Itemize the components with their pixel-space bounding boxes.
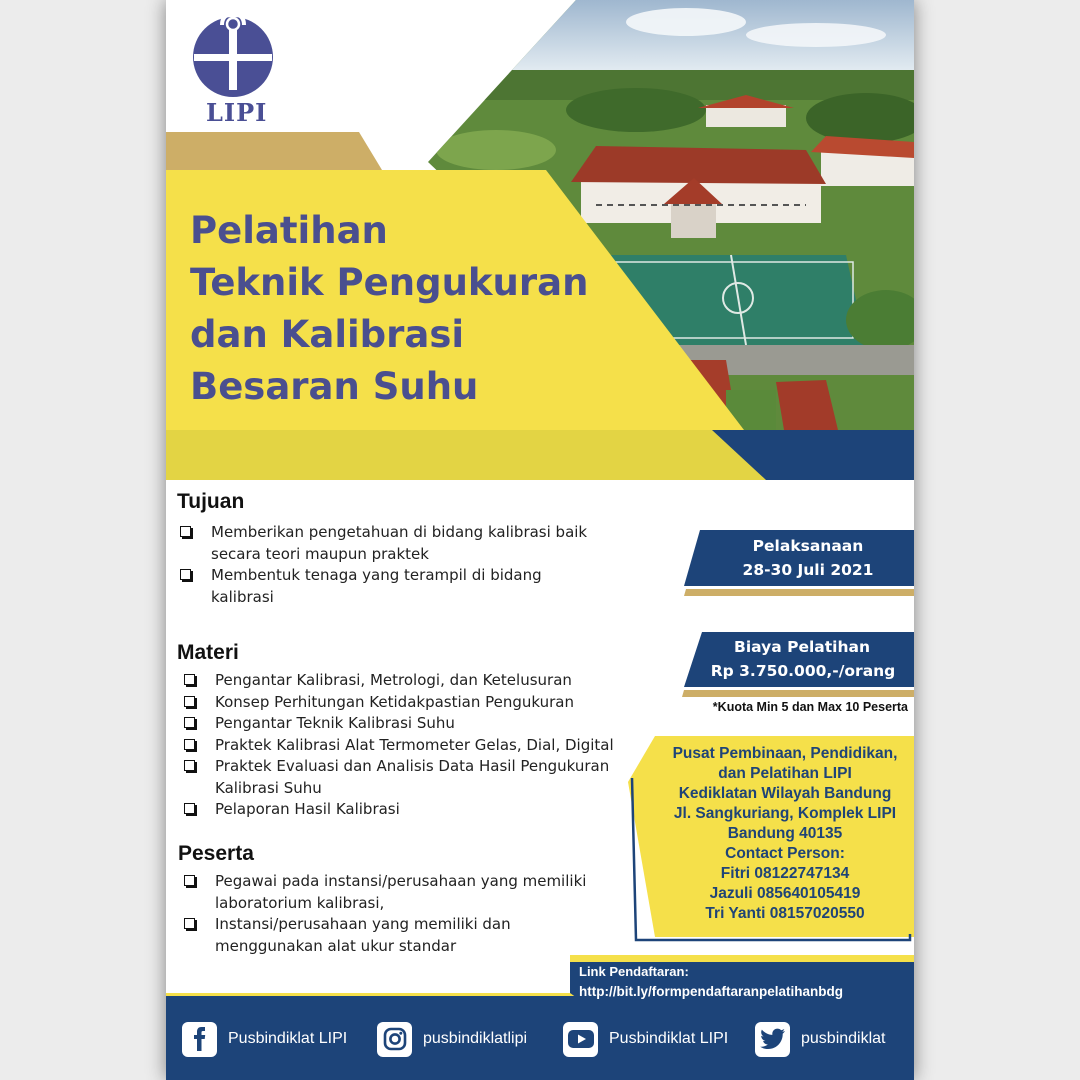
biaya-amount: Rp 3.750.000,-/orang — [710, 662, 896, 680]
title-line-2: Teknik Pengukuran — [190, 261, 589, 304]
twitter-label: pusbindiklat — [801, 1030, 886, 1047]
lipi-logo-text: LIPI — [206, 98, 268, 127]
contact-block — [654, 744, 914, 924]
contact-line: Jl. Sangkuriang, Komplek LIPI — [673, 805, 897, 822]
contact-line: dan Pelatihan LIPI — [718, 765, 852, 782]
youtube-label: Pusbindiklat LIPI — [609, 1030, 729, 1047]
list-item: Praktek Kalibrasi Alat Termometer Gelas, Dial, Digital — [182, 735, 614, 757]
tujuan-heading: Tujuan — [177, 490, 245, 513]
quota-note: *Kuota Min 5 dan Max 10 Peserta — [712, 700, 908, 714]
facebook-icon — [182, 1022, 217, 1057]
youtube-icon — [563, 1022, 598, 1057]
title-line-4: Besaran Suhu — [190, 365, 479, 408]
title-line-3: dan Kalibrasi — [190, 313, 465, 356]
contact-line: Contact Person: — [725, 845, 845, 862]
pelaksanaan-date: 28-30 Juli 2021 — [742, 561, 874, 579]
list-item: Pegawai pada instansi/perusahaan yang memiliki laboratorium kalibrasi, — [182, 871, 618, 914]
list-item: Instansi/perusahaan yang memiliki dan menggunakan alat ukur standar — [182, 914, 618, 957]
registration-link[interactable]: http://bit.ly/formpendaftaranpelatihanbdg — [579, 984, 843, 999]
list-item: Pengantar Kalibrasi, Metrologi, dan Ketelusuran — [182, 670, 614, 692]
contact-phone[interactable]: Jazuli 085640105419 — [709, 885, 861, 902]
facebook-label: Pusbindiklat LIPI — [228, 1030, 348, 1047]
registration-label: Link Pendaftaran: — [579, 964, 689, 979]
contact-line: Pusat Pembinaan, Pendidikan, — [672, 745, 898, 762]
list-item: Pengantar Teknik Kalibrasi Suhu — [182, 713, 614, 735]
instagram-icon — [377, 1022, 412, 1057]
instagram-label: pusbindiklatlipi — [423, 1030, 528, 1047]
list-item: Membentuk tenaga yang terampil di bidang kalibrasi — [178, 565, 598, 608]
biaya-label: Biaya Pelatihan — [734, 638, 870, 656]
twitter-link[interactable] — [755, 1020, 886, 1058]
pelaksanaan-label: Pelaksanaan — [752, 537, 864, 555]
contact-phone[interactable]: Fitri 08122747134 — [720, 865, 850, 882]
poster — [166, 0, 914, 1080]
youtube-link[interactable] — [563, 1020, 728, 1058]
list-item: Konsep Perhitungan Ketidakpastian Pengukuran — [182, 692, 614, 714]
contact-line: Kediklatan Wilayah Bandung — [678, 785, 892, 802]
list-item: Memberikan pengetahuan di bidang kalibrasi baik secara teori maupun praktek — [178, 522, 598, 565]
contact-phone[interactable]: Tri Yanti 08157020550 — [705, 905, 865, 922]
facebook-link[interactable] — [182, 1020, 347, 1058]
list-item: Pelaporan Hasil Kalibrasi — [182, 799, 614, 821]
materi-heading: Materi — [177, 641, 239, 664]
twitter-icon — [755, 1022, 790, 1057]
list-item: Praktek Evaluasi dan Analisis Data Hasil Pengukuran Kalibrasi Suhu — [182, 756, 614, 799]
peserta-heading: Peserta — [178, 842, 254, 865]
instagram-link[interactable] — [377, 1020, 527, 1058]
contact-line: Bandung 40135 — [727, 825, 843, 842]
title-line-1: Pelatihan — [190, 209, 388, 252]
